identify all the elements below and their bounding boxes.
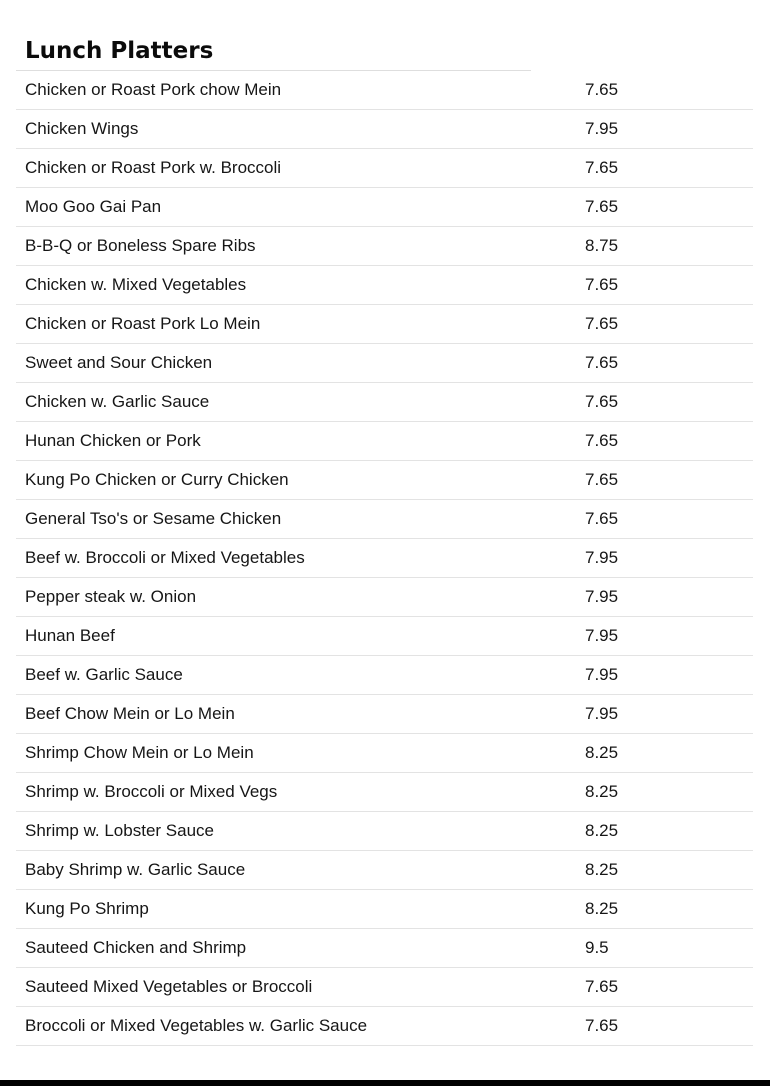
menu-item-list: [16, 71, 753, 1046]
menu-item-name: Sauteed Chicken and Shrimp: [25, 938, 247, 957]
menu-item-row: [16, 851, 753, 890]
menu-item-name: Broccoli or Mixed Vegetables w. Garlic Sauce: [25, 1016, 368, 1035]
menu-item-row: [16, 578, 753, 617]
section-title: Lunch Platters: [16, 32, 531, 71]
menu-item-row: [16, 344, 753, 383]
menu-item-price: 7.65: [585, 158, 619, 177]
menu-item-row: [16, 617, 753, 656]
bottom-bar: [0, 1080, 770, 1086]
menu-item-name: Hunan Chicken or Pork: [25, 431, 201, 450]
menu-item-name: Sauteed Mixed Vegetables or Broccoli: [25, 977, 313, 996]
menu-item-price: 7.65: [585, 353, 619, 372]
menu-item-name: Pepper steak w. Onion: [25, 587, 197, 606]
menu-item-price: 8.25: [585, 899, 619, 918]
menu-item-row: [16, 773, 753, 812]
menu-item-row: [16, 461, 753, 500]
menu-item-name: Chicken Wings: [25, 119, 139, 138]
menu-item-name: Moo Goo Gai Pan: [25, 197, 162, 216]
section-header: [16, 32, 753, 71]
menu-item-price: 7.65: [585, 977, 619, 996]
menu-item-name: General Tso's or Sesame Chicken: [25, 509, 282, 528]
menu-item-row: [16, 149, 753, 188]
menu-item-row: [16, 305, 753, 344]
menu-item-row: [16, 968, 753, 1007]
menu-item-name: Beef Chow Mein or Lo Mein: [25, 704, 235, 723]
menu-item-price: 8.75: [585, 236, 619, 255]
menu-item-name: Chicken or Roast Pork Lo Mein: [25, 314, 261, 333]
menu-item-name: B-B-Q or Boneless Spare Ribs: [25, 236, 256, 255]
menu-item-name: Chicken or Roast Pork w. Broccoli: [25, 158, 282, 177]
menu-item-price: 8.25: [585, 860, 619, 879]
menu-item-price: 7.65: [585, 80, 619, 99]
menu-item-price: 7.95: [585, 626, 619, 645]
menu-item-price: 9.5: [585, 938, 609, 957]
menu-item-price: 7.65: [585, 314, 619, 333]
menu-item-price: 7.65: [585, 275, 619, 294]
menu-item-row: [16, 227, 753, 266]
menu-item-row: [16, 890, 753, 929]
menu-item-name: Shrimp w. Broccoli or Mixed Vegs: [25, 782, 278, 801]
menu-item-name: Chicken w. Garlic Sauce: [25, 392, 210, 411]
menu-item-name: Sweet and Sour Chicken: [25, 353, 213, 372]
menu-item-price: 7.65: [585, 470, 619, 489]
menu-item-price: 7.95: [585, 119, 619, 138]
menu-item-name: Chicken w. Mixed Vegetables: [25, 275, 247, 294]
menu-item-row: [16, 1007, 753, 1046]
menu-item-price: 7.95: [585, 587, 619, 606]
menu-item-price: 8.25: [585, 743, 619, 762]
menu-item-price: 7.95: [585, 704, 619, 723]
menu-section: [16, 32, 753, 1046]
menu-item-price: 7.65: [585, 1016, 619, 1035]
menu-item-row: [16, 695, 753, 734]
menu-item-row: [16, 188, 753, 227]
menu-item-row: [16, 929, 753, 968]
menu-item-row: [16, 422, 753, 461]
menu-item-name: Hunan Beef: [25, 626, 115, 645]
menu-item-row: [16, 500, 753, 539]
menu-item-name: Shrimp w. Lobster Sauce: [25, 821, 214, 840]
menu-item-price: 7.65: [585, 509, 619, 528]
menu-item-row: [16, 71, 753, 110]
menu-item-name: Kung Po Chicken or Curry Chicken: [25, 470, 289, 489]
menu-item-name: Shrimp Chow Mein or Lo Mein: [25, 743, 254, 762]
menu-item-price: 7.65: [585, 197, 619, 216]
menu-item-row: [16, 656, 753, 695]
menu-item-row: [16, 812, 753, 851]
menu-item-name: Chicken or Roast Pork chow Mein: [25, 80, 282, 99]
menu-item-row: [16, 266, 753, 305]
menu-item-name: Kung Po Shrimp: [25, 899, 149, 918]
menu-item-row: [16, 734, 753, 773]
menu-item-row: [16, 383, 753, 422]
menu-item-row: [16, 539, 753, 578]
menu-item-name: Beef w. Broccoli or Mixed Vegetables: [25, 548, 305, 567]
menu-item-row: [16, 110, 753, 149]
menu-item-price: 7.95: [585, 665, 619, 684]
menu-item-price: 8.25: [585, 821, 619, 840]
menu-item-price: 8.25: [585, 782, 619, 801]
menu-item-name: Baby Shrimp w. Garlic Sauce: [25, 860, 246, 879]
menu-item-price: 7.65: [585, 392, 619, 411]
menu-item-price: 7.65: [585, 431, 619, 450]
menu-item-price: 7.95: [585, 548, 619, 567]
menu-item-name: Beef w. Garlic Sauce: [25, 665, 183, 684]
header-spacer: [531, 32, 753, 71]
